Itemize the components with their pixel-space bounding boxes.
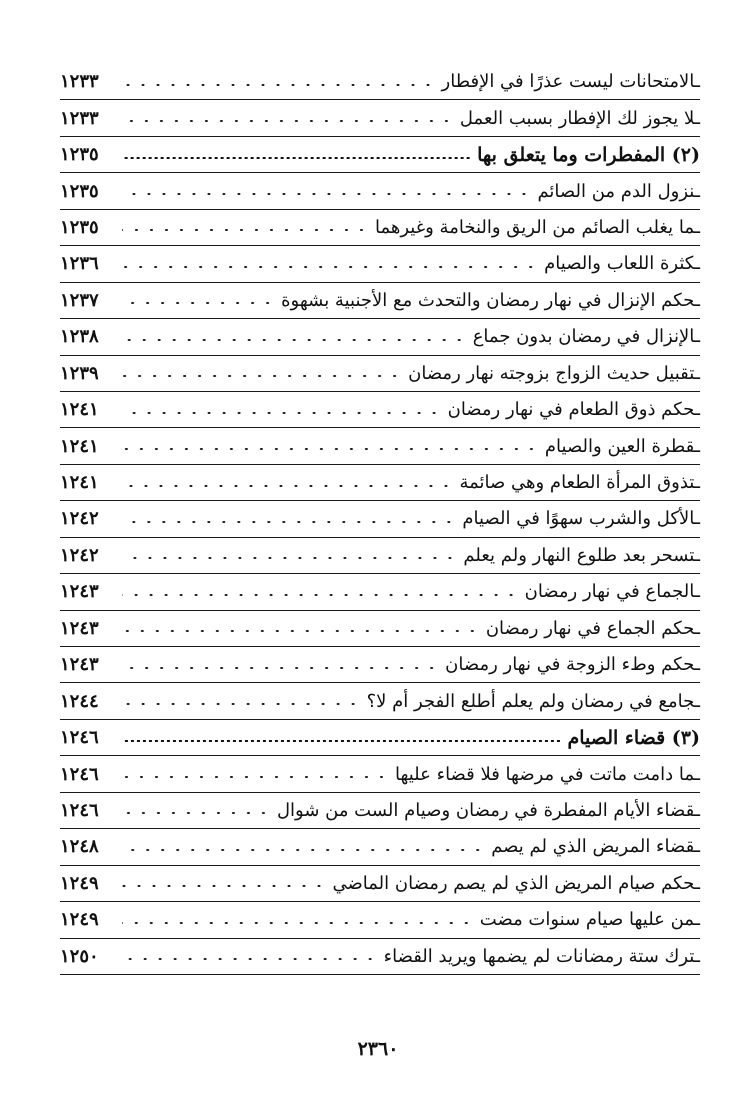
toc-entry-page: ١٢٤٨ [60, 836, 99, 858]
toc-entry-page: ١٢٤٣ [60, 617, 99, 639]
toc-entry [60, 793, 700, 829]
toc-entry [60, 939, 700, 975]
dot-leader [122, 885, 327, 887]
toc-entry-title: (٢) المفطرات وما يتعلق بها [477, 143, 700, 166]
toc-entry-page: ١٢٤٢ [60, 508, 99, 530]
toc-entry [60, 866, 700, 902]
dot-leader [122, 157, 471, 159]
toc-entry [60, 100, 700, 136]
dot-leader [122, 448, 539, 450]
dot-leader [122, 630, 480, 632]
toc-entry-page: ١٢٤١ [60, 399, 99, 421]
toc-entry-page: ١٢٣٥ [60, 216, 99, 238]
dot-leader [122, 266, 538, 268]
toc-section-heading [60, 137, 700, 173]
toc-entry [60, 465, 700, 501]
toc-entry-page: ١٢٤٩ [60, 872, 99, 894]
dot-leader [122, 557, 457, 559]
toc-entry-title: ـالإنزال في رمضان بدون جماع [472, 326, 700, 348]
toc-entry-title: ـمن عليها صيام سنوات مضت [479, 909, 700, 931]
toc-entry-page: ١٢٤٢ [60, 544, 99, 566]
toc-entry-title: ـتذوق المرأة الطعام وهي صائمة [459, 472, 700, 494]
toc-entry-page: ١٢٣٥ [60, 144, 99, 166]
toc-entry-page: ١٢٣٩ [60, 362, 99, 384]
toc-entry-page: ١٢٤٦ [60, 763, 99, 785]
toc-entry-page: ١٢٤٣ [60, 654, 99, 676]
dot-leader [122, 302, 275, 304]
toc-entry-title: ـترك ستة رمضانات لم يضمها ويريد القضاء [383, 945, 700, 967]
dot-leader [122, 485, 453, 487]
toc-entry [60, 173, 700, 209]
dot-leader [122, 229, 369, 231]
toc-entry [60, 283, 700, 319]
dot-leader [122, 667, 439, 669]
toc-entry [60, 829, 700, 865]
toc-entry [60, 611, 700, 647]
toc-entry-title: (٣) قضاء الصيام [567, 726, 700, 749]
toc-entry-title: ـحكم وطء الزوجة في نهار رمضان [445, 654, 700, 676]
toc-entry-page: ١٢٤١ [60, 472, 99, 494]
toc-entry-title: ـجامع في رمضان ولم يعلم أطلع الفجر أم لا؟ [366, 690, 700, 712]
toc-entry-title: ـحكم الجماع في نهار رمضان [485, 617, 700, 639]
toc-entry-page: ١٢٤٤ [60, 690, 99, 712]
toc-entry [60, 683, 700, 719]
dot-leader [122, 193, 531, 195]
page-number: ٢٣٦٠ [357, 1038, 399, 1060]
dot-leader [122, 849, 485, 851]
toc-entry-title: ـقضاء المريض الذي لم يصم [491, 836, 700, 858]
toc-entry [60, 356, 700, 392]
toc-entry [60, 756, 700, 792]
toc-entry-title: ـحكم ذوق الطعام في نهار رمضان [447, 399, 700, 421]
dot-leader [122, 812, 271, 814]
toc-entry [60, 647, 700, 683]
dot-leader [122, 120, 454, 122]
toc-entry-page: ١٢٣٨ [60, 326, 99, 348]
toc-entry [60, 428, 700, 464]
dot-leader [122, 740, 561, 742]
toc-entry-title: ـالجماع في نهار رمضان [524, 581, 700, 603]
toc-entry-title: ـتسحر بعد طلوع النهار ولم يعلم [463, 544, 700, 566]
toc-entry-page: ١٢٤٣ [60, 581, 99, 603]
toc-entry [60, 538, 700, 574]
toc-entry [60, 246, 700, 282]
toc-entry [60, 501, 700, 537]
toc-entry-page: ١٢٤٦ [60, 799, 99, 821]
dot-leader [122, 375, 402, 377]
dot-leader [122, 84, 436, 86]
toc-entry [60, 210, 700, 246]
toc-entry [60, 64, 700, 100]
dot-leader [122, 339, 467, 341]
toc-entry-page: ١٢٣٦ [60, 253, 99, 275]
toc-entry-title: ـالأكل والشرب سهوًا في الصيام [462, 508, 700, 530]
toc-entry-title: ـحكم صيام المريض الذي لم يصم رمضان الماضي [332, 872, 700, 894]
toc-entry [60, 574, 700, 610]
toc-entry-title: ـقطرة العين والصيام [544, 435, 700, 457]
dot-leader [122, 958, 378, 960]
dot-leader [122, 521, 456, 523]
toc-entry-title: ـكثرة اللعاب والصيام [544, 253, 700, 275]
toc-entry-page: ١٢٣٣ [60, 71, 99, 93]
toc-entry-title: ـقضاء الأيام المفطرة في رمضان وصيام الست من شوال [276, 799, 700, 821]
toc-entry-title: ـالامتحانات ليست عذرًا في الإفطار [441, 71, 700, 93]
toc-entry-page: ١٢٤٩ [60, 909, 99, 931]
dot-leader [122, 922, 474, 924]
toc-entry-title: ـلا يجوز لك الإفطار بسبب العمل [459, 107, 700, 129]
toc-entry-page: ١٢٥٠ [60, 945, 99, 967]
toc-entry-page: ١٢٤١ [60, 435, 99, 457]
toc-entry-page: ١٢٣٧ [60, 289, 99, 311]
dot-leader [122, 594, 519, 596]
toc-section-heading [60, 720, 700, 756]
toc-entry-title: ـما يغلب الصائم من الريق والنخامة وغيرهما [374, 216, 700, 238]
table-of-contents [60, 64, 700, 975]
dot-leader [122, 776, 389, 778]
dot-leader [122, 412, 442, 414]
toc-entry [60, 319, 700, 355]
toc-entry-page: ١٢٤٦ [60, 727, 99, 749]
toc-entry-title: ـحكم الإنزال في نهار رمضان والتحدث مع الأجنبية بشهوة [281, 289, 700, 311]
toc-entry [60, 902, 700, 938]
toc-entry-title: ـما دامت ماتت في مرضها فلا قضاء عليها [394, 763, 700, 785]
toc-entry-page: ١٢٣٣ [60, 107, 99, 129]
dot-leader [122, 703, 361, 705]
toc-entry [60, 392, 700, 428]
toc-entry-title: ـتقبيل حديث الزواج بزوجته نهار رمضان [408, 362, 700, 384]
toc-entry-page: ١٢٣٥ [60, 180, 99, 202]
toc-entry-title: ـنزول الدم من الصائم [537, 180, 700, 202]
